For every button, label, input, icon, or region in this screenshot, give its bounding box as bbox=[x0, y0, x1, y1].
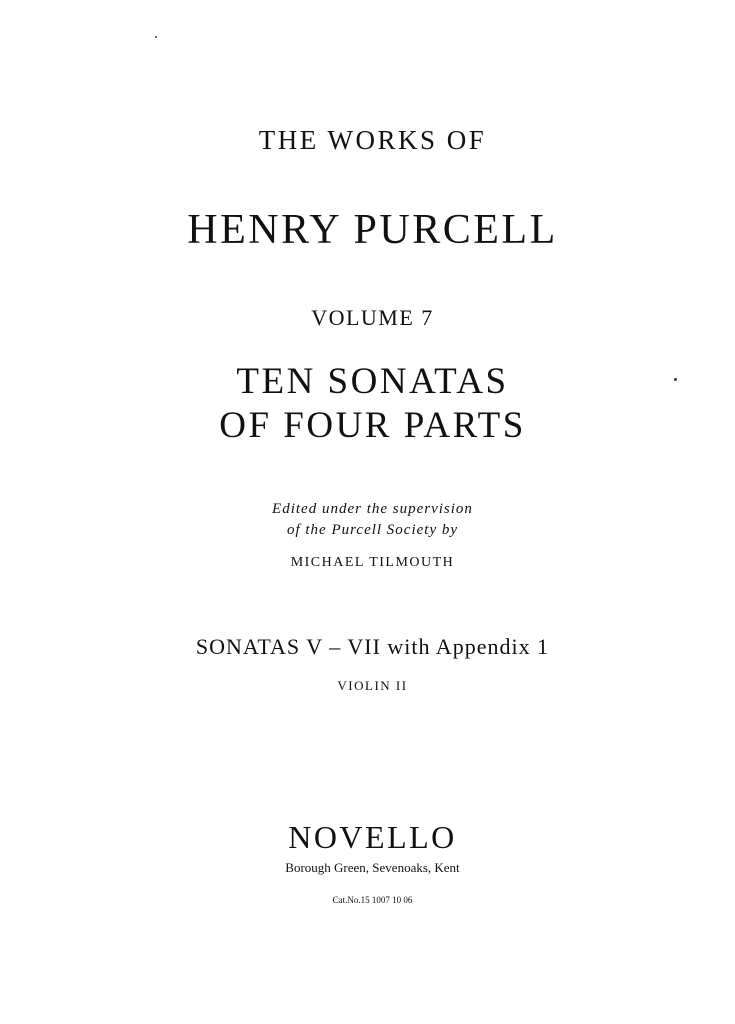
composer-name: HENRY PURCELL bbox=[187, 207, 558, 253]
editor-name: MICHAEL TILMOUTH bbox=[290, 555, 455, 570]
works-of-heading: THE WORKS OF bbox=[258, 125, 487, 155]
scan-speck bbox=[674, 378, 677, 381]
catalogue-number: Cat.No.15 1007 10 06 bbox=[332, 895, 413, 905]
work-title-line-1: TEN SONATAS bbox=[236, 361, 509, 402]
publisher-address: Borough Green, Sevenoaks, Kent bbox=[285, 860, 460, 875]
editorial-note-line-2: of the Purcell Society by bbox=[286, 522, 459, 538]
sonatas-range: SONATAS V – VII with Appendix 1 bbox=[195, 634, 550, 659]
editorial-note-line-1: Edited under the supervision bbox=[272, 501, 473, 517]
scan-speck bbox=[155, 36, 157, 38]
work-title-line-2: OF FOUR PARTS bbox=[219, 405, 526, 446]
volume-number: VOLUME 7 bbox=[311, 305, 434, 330]
instrument-part: VIOLIN II bbox=[337, 678, 408, 693]
publisher-name: NOVELLO bbox=[288, 819, 457, 855]
